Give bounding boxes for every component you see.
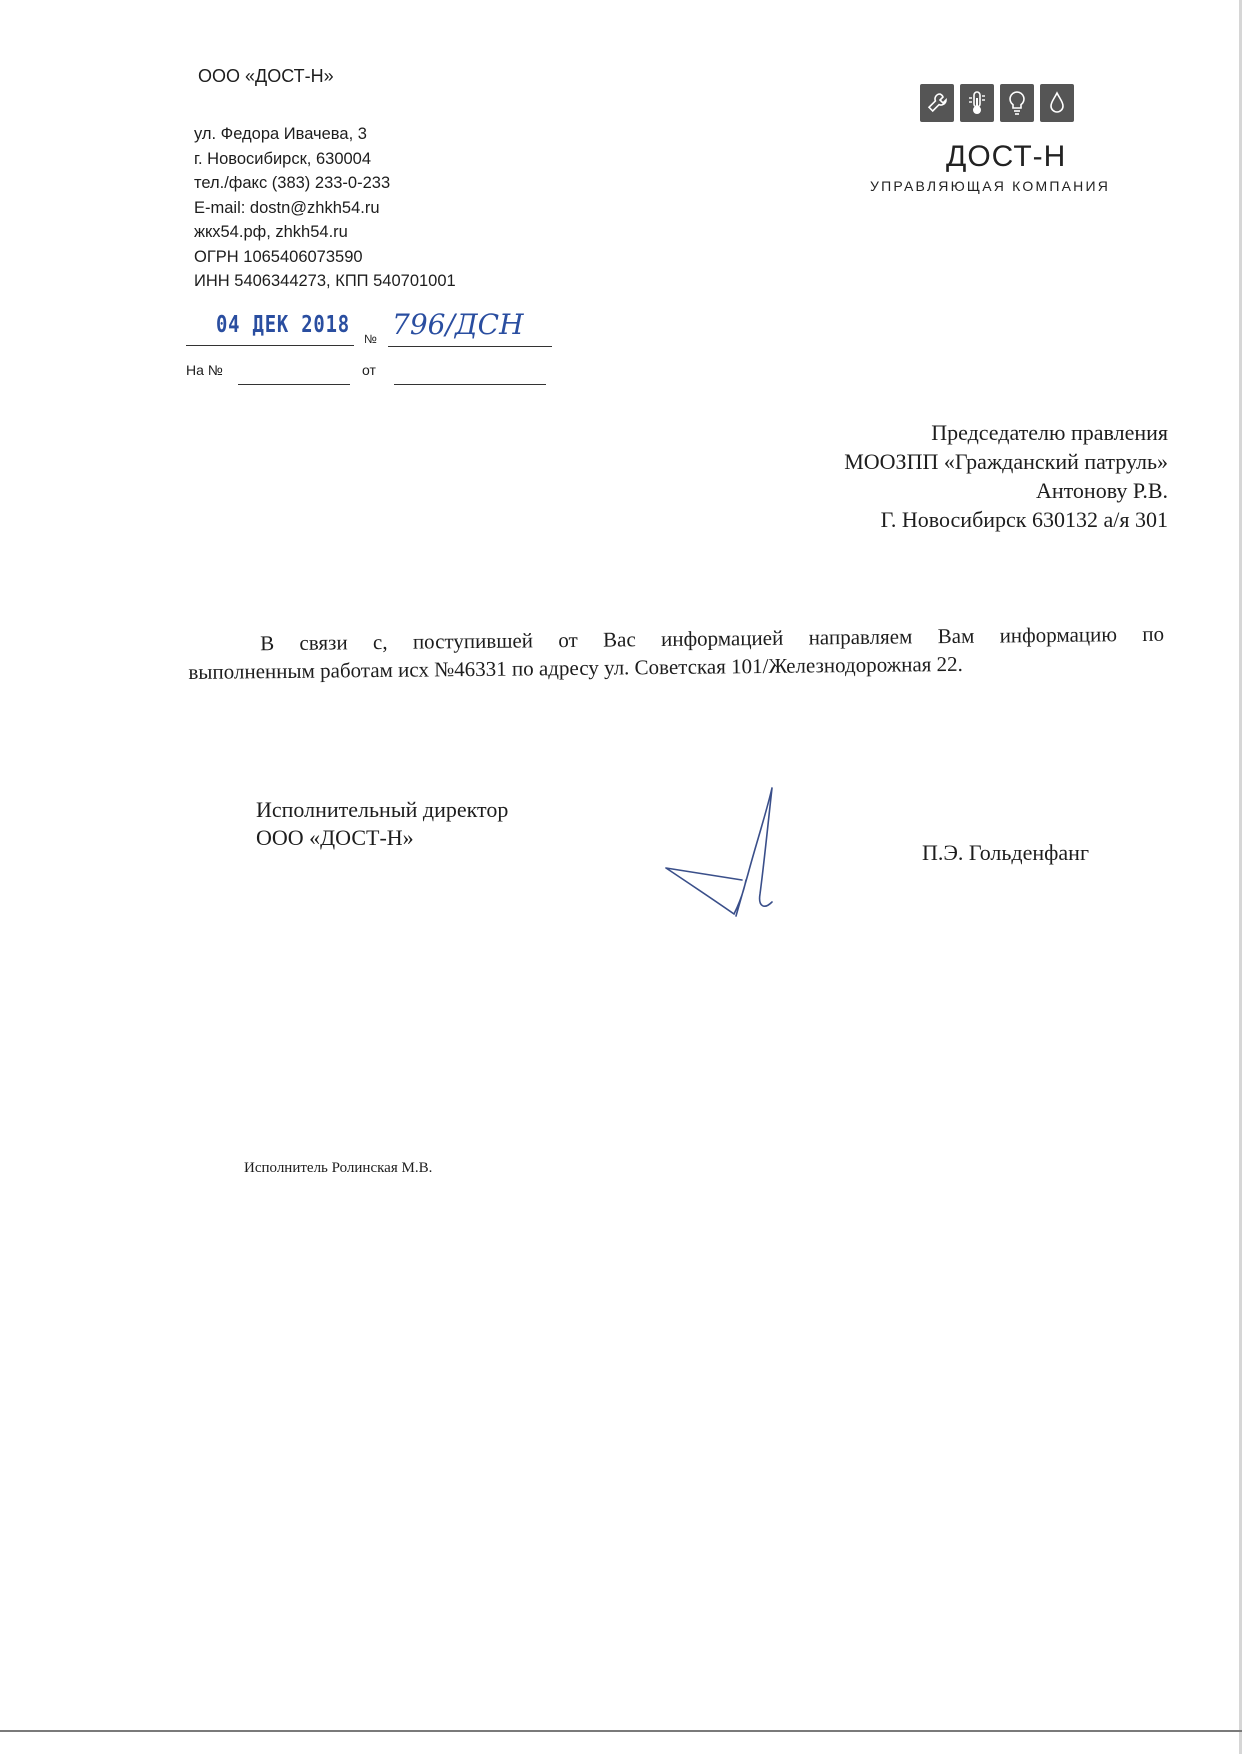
signatory-title bbox=[256, 796, 508, 852]
sender-ogrn: ОГРН 1065406073590 bbox=[194, 247, 363, 266]
thermometer-icon bbox=[960, 84, 994, 122]
outgoing-date-stamp: 04 ДЕК 2018 bbox=[216, 312, 350, 338]
signatory-position: Исполнительный директор bbox=[256, 797, 509, 822]
letter-body bbox=[188, 620, 1165, 686]
water-drop-icon bbox=[1040, 84, 1074, 122]
body-line-2: выполненным работам исх №46331 по адресу ул. Советская 101/Железнодорожная 22. bbox=[188, 651, 963, 684]
number-label: № bbox=[364, 332, 377, 346]
logo-subtitle: УПРАВЛЯЮЩАЯ КОМПАНИЯ bbox=[870, 178, 1111, 194]
addressee-address: Г. Новосибирск 630132 а/я 301 bbox=[880, 507, 1168, 532]
number-underline bbox=[388, 346, 552, 347]
signatory-name: П.Э. Гольденфанг bbox=[922, 840, 1089, 865]
sender-inn-kpp: ИНН 5406344273, КПП 540701001 bbox=[194, 272, 456, 290]
sender-websites: жкх54.рф, zhkh54.ru bbox=[194, 223, 348, 241]
sender-phone: тел./факс (383) 233-0-233 bbox=[194, 174, 391, 192]
outgoing-registration bbox=[186, 308, 552, 352]
date-underline bbox=[186, 345, 354, 346]
reference-number-blank bbox=[238, 384, 350, 385]
addressee-block bbox=[844, 418, 1168, 534]
addressee-organization: МООЗПП «Гражданский патруль» bbox=[844, 449, 1168, 474]
performer-note: Исполнитель Ролинская М.В. bbox=[244, 1160, 433, 1176]
addressee-position: Председателю правления bbox=[931, 420, 1168, 445]
logo-company-name: ДОСТ-Н bbox=[946, 140, 1067, 173]
addressee-name: Антонову Р.В. bbox=[1035, 478, 1168, 503]
wrench-icon bbox=[920, 84, 954, 122]
signatory-company: ООО «ДОСТ-Н» bbox=[256, 825, 414, 850]
handwritten-signature bbox=[660, 784, 790, 924]
reference-date-blank bbox=[394, 384, 546, 385]
reference-number-label: На № bbox=[186, 362, 223, 378]
sender-street: ул. Федора Ивачева, 3 bbox=[194, 125, 367, 143]
reference-line bbox=[186, 360, 552, 384]
sender-city: г. Новосибирск, 630004 bbox=[194, 149, 372, 168]
body-line-1: В связи с, поступившей от Вас информацией направляем Вам информацию по bbox=[260, 621, 1165, 656]
sender-company-name: ООО «ДОСТ-Н» bbox=[198, 66, 334, 86]
sender-address-block bbox=[194, 122, 456, 294]
outgoing-number-handwritten: 796/ДСН bbox=[392, 308, 524, 341]
lightbulb-icon bbox=[1000, 84, 1034, 122]
reference-date-label: от bbox=[362, 362, 376, 378]
scan-edge-bottom bbox=[0, 1730, 1242, 1732]
sender-email: E-mail: dostn@zhkh54.ru bbox=[194, 198, 380, 217]
logo-icons bbox=[920, 84, 1074, 122]
